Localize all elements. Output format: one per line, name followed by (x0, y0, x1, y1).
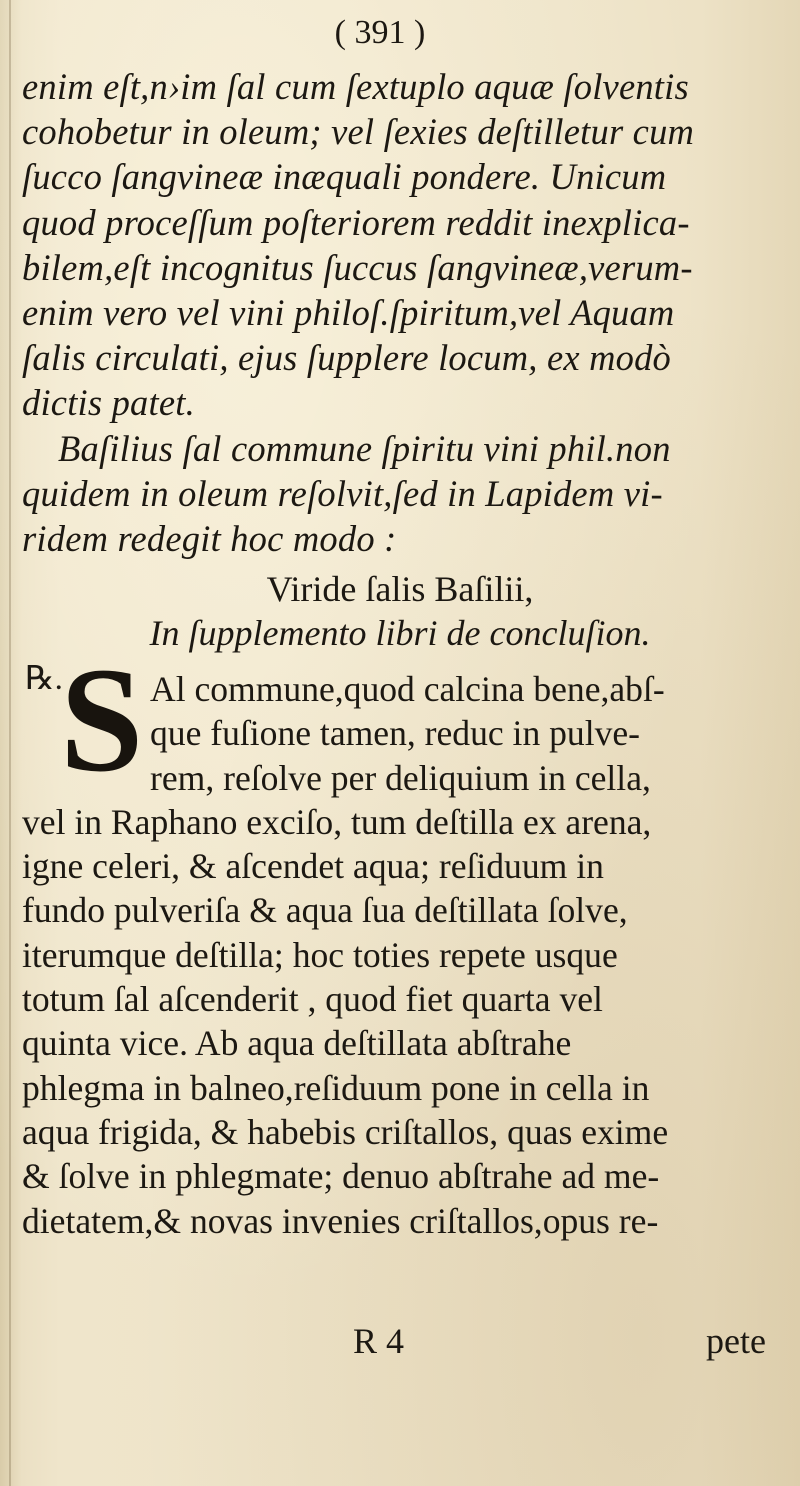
binding-gutter (9, 0, 11, 1486)
text-line: cohobetur in oleum; vel ſexies deſtilletur cum (22, 111, 695, 153)
text-line: bilem,eſt incognitus ſuccus ſangvineæ,verum- (22, 246, 693, 288)
text-line: ſalis circulati, ejus ſupplere locum, ex modò (22, 337, 671, 379)
text-line: dictis patet. (22, 382, 195, 424)
text-line: rem, reſolve per deliquium in cella, (150, 757, 651, 798)
text-line: phlegma in balneo,reſiduum pone in cella in (22, 1067, 650, 1108)
text-line: Al commune,quod calcina bene,abſ- (150, 669, 665, 709)
page-number: ( 391 ) (334, 14, 426, 51)
signature-mark: R 4 (353, 1321, 405, 1361)
text-line: Baſilius ſal commune ſpiritu vini phil.non (58, 427, 671, 469)
recipe-paragraph (22, 667, 782, 1243)
text-line: dietatem,& novas invenies criſtallos,opus re- (22, 1200, 659, 1241)
text-line: & ſolve in phlegmate; denuo abſtrahe ad me- (22, 1156, 660, 1197)
text-line: ſucco ſangvineæ inæquali pondere. Unicum (22, 156, 667, 198)
text-line: totum ſal aſcenderit , quod fiet quarta vel (22, 979, 603, 1020)
text-line: que fuſione tamen, reduc in pulve- (150, 713, 641, 754)
text-line: quod proceſſum poſteriorem reddit inexplica- (22, 201, 690, 243)
recipe-title: Viride ſalis Baſilii, (266, 569, 534, 609)
text-line: quinta vice. Ab aqua deſtillata abſtrahe (22, 1023, 572, 1064)
text-line: enim vero vel vini philoſ.ſpiritum,vel Aquam (22, 292, 675, 334)
text-line: vel in Raphano exciſo, tum deſtilla ex arena, (22, 801, 652, 842)
recipe-source: In ſupplemento libri de concluſion. (149, 613, 651, 653)
text-line: quidem in oleum reſolvit,ſed in Lapidem vi- (22, 472, 663, 514)
recipe-symbol: ℞. (25, 661, 63, 697)
text-line: ridem redegit hoc modo : (22, 518, 397, 560)
drop-cap: S (60, 637, 144, 803)
text-line: igne celeri, & aſcendet aqua; reſiduum in (22, 846, 604, 887)
catchword: pete (706, 1321, 766, 1361)
text-line: enim eſt,n›im ſal cum ſextuplo aquæ ſolventis (22, 66, 689, 107)
italic-paragraph (22, 64, 762, 561)
text-line: fundo pulveriſa & aqua ſua deſtillata ſolve, (22, 890, 628, 931)
text-line: aqua frigida, & habebis criſtallos, quas exime (22, 1111, 669, 1152)
text-line: iterumque deſtilla; hoc toties repete usque (22, 934, 618, 975)
